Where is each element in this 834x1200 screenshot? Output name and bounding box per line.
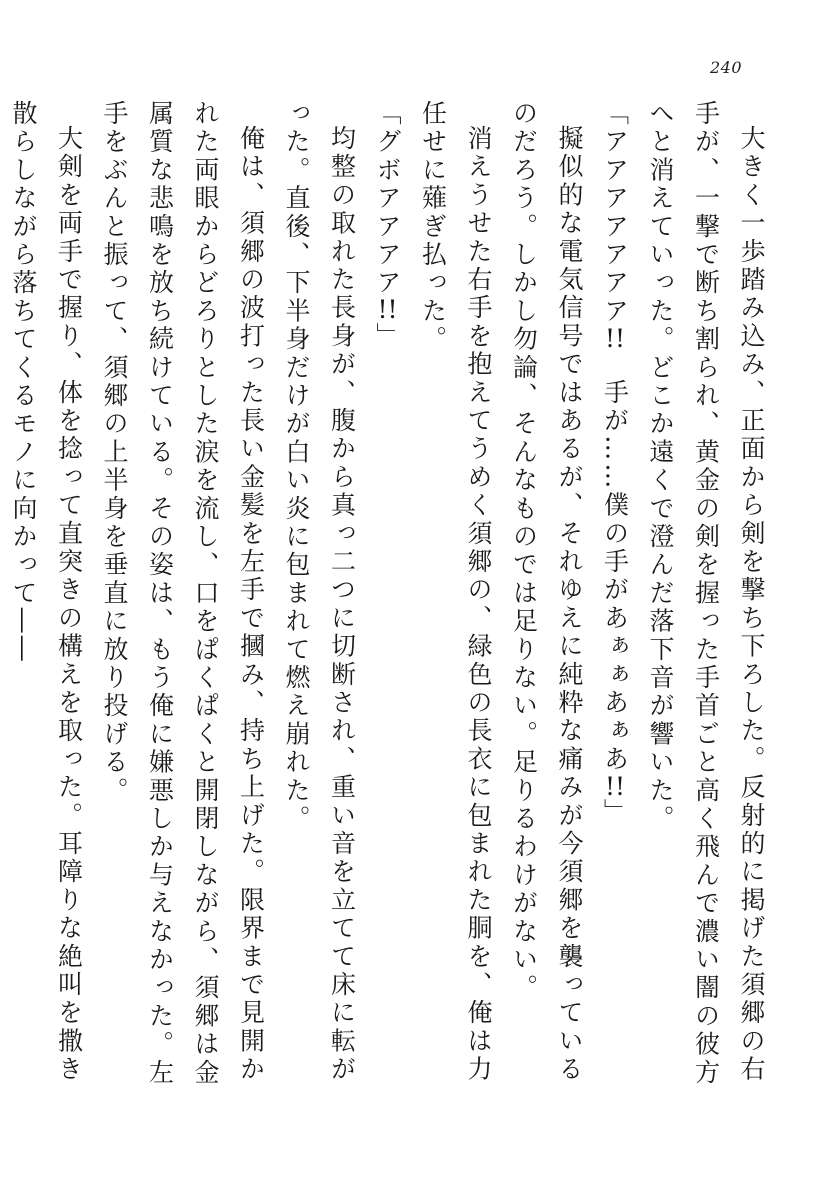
dialog-line: 「グボアアアア!!」 [373,100,402,351]
paragraph: 擬似的な電気信号ではあるが、それゆえに純粋な痛みが今須郷を襲っているのだろう。しかし勿論、そんなものでは足りない。足りるわけがない。 [509,100,584,1084]
body-text [9,100,774,1110]
paragraph: 大剣を両手で握り、体を捻って直突きの構えを取った。耳障りな絶叫を撒き散らしながら落ちてくるモノに向かって―― [9,100,84,1084]
paragraph: 均整の取れた長身が、腹から真っ二つに切断され、重い音を立てて床に転がった。直後、下半身だけが白い炎に包まれて燃え崩れた。 [282,100,357,1084]
paragraph: 大きく一歩踏み込み、正面から剣を撃ち下ろした。反射的に掲げた須郷の右手が、一撃で断ち割られ、黄金の剣を握った手首ごと高く飛んで濃い闇の彼方へと消えていった。どこか遠くで澄んだ落下音が響いた。 [646,100,766,1088]
dialog-line: 「アアアアアアア!! 手が……僕の手があぁぁあぁあ!!」 [600,100,630,827]
paragraph: 俺は、須郷の波打った長い金髪を左手で摑み、持ち上げた。限界まで見開かれた両眼からどろりとした涙を流し、口をぱくぱくと開閉しながら、須郷は金属質な悲鳴を放ち続けている。その姿は、もう俺に嫌悪しか与えなかった。左手をぶんと振って、須郷の上半身を垂直に放り投げる。 [100,100,266,1088]
paragraph: 消えうせた右手を抱えてうめく須郷の、緑色の長衣に包まれた胴を、俺は力任せに薙ぎ払った。 [418,100,493,1084]
page-number: 240 [709,58,742,77]
